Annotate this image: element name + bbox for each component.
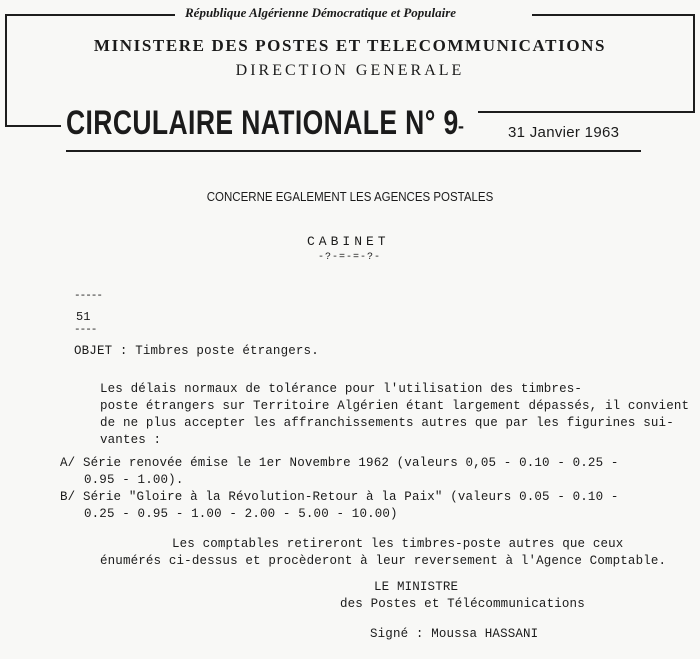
paragraph2-line2: énumérés ci-dessus et procèderont à leur reversement à l'Agence Comptable. bbox=[100, 554, 667, 568]
item-a-line2: 0.95 - 1.00). bbox=[84, 473, 184, 487]
title-dash: - bbox=[458, 116, 464, 136]
signature-signed: Signé : Moussa HASSANI bbox=[370, 627, 539, 641]
item-a-line1: A/ Série renovée émise le 1er Novembre 1962 (valeurs 0,05 - 0.10 - 0.25 - bbox=[60, 456, 619, 470]
item-b-line2: 0.25 - 0.95 - 1.00 - 2.00 - 5.00 - 10.00) bbox=[84, 507, 398, 521]
republic-header: République Algérienne Démocratique et Populaire bbox=[185, 5, 457, 20]
cabinet-heading: CABINET bbox=[307, 234, 390, 249]
signature-title: LE MINISTRE bbox=[374, 580, 459, 594]
paragraph1-line3: de ne plus accepter les affranchissements autres que par les figurines sui- bbox=[100, 416, 674, 430]
circular-underline bbox=[66, 150, 641, 152]
concerne-line: CONCERNE EGALEMENT LES AGENCES POSTALES bbox=[206, 190, 494, 204]
ministry-title: MINISTERE DES POSTES ET TELECOMMUNICATIONS bbox=[93, 36, 607, 55]
signature-department: des Postes et Télécommunications bbox=[340, 597, 585, 611]
header-frame-top-right bbox=[532, 14, 695, 16]
paragraph1-line1: Les délais normaux de tolérance pour l'utilisation des timbres- bbox=[100, 382, 583, 396]
reference-rule-top: ----- bbox=[74, 290, 103, 302]
circular-title: CIRCULAIRE NATIONALE N° 9 bbox=[66, 104, 459, 142]
header-frame-bottom-left bbox=[5, 125, 61, 127]
header-frame-top-left bbox=[5, 14, 175, 16]
reference-rule-bottom: ---- bbox=[74, 324, 97, 336]
paragraph2-line1: Les comptables retireront les timbres-poste autres que ceux bbox=[172, 537, 624, 551]
item-b-line1: B/ Série "Gloire à la Révolution-Retour à la Paix" (valeurs 0.05 - 0.10 - bbox=[60, 490, 619, 504]
direction-title: DIRECTION GENERALE bbox=[235, 62, 465, 79]
paragraph1-line4: vantes : bbox=[100, 433, 162, 447]
reference-number: 51 bbox=[76, 310, 91, 324]
paragraph1-line2: poste étrangers sur Territoire Algérien étant largement dépassés, il convient bbox=[100, 399, 690, 413]
objet-line: OBJET : Timbres poste étrangers. bbox=[74, 344, 319, 358]
circular-date: 31 Janvier 1963 bbox=[508, 124, 620, 141]
cabinet-rule: -?-=-=-?- bbox=[318, 252, 382, 263]
header-frame-bottom-right bbox=[478, 111, 695, 113]
